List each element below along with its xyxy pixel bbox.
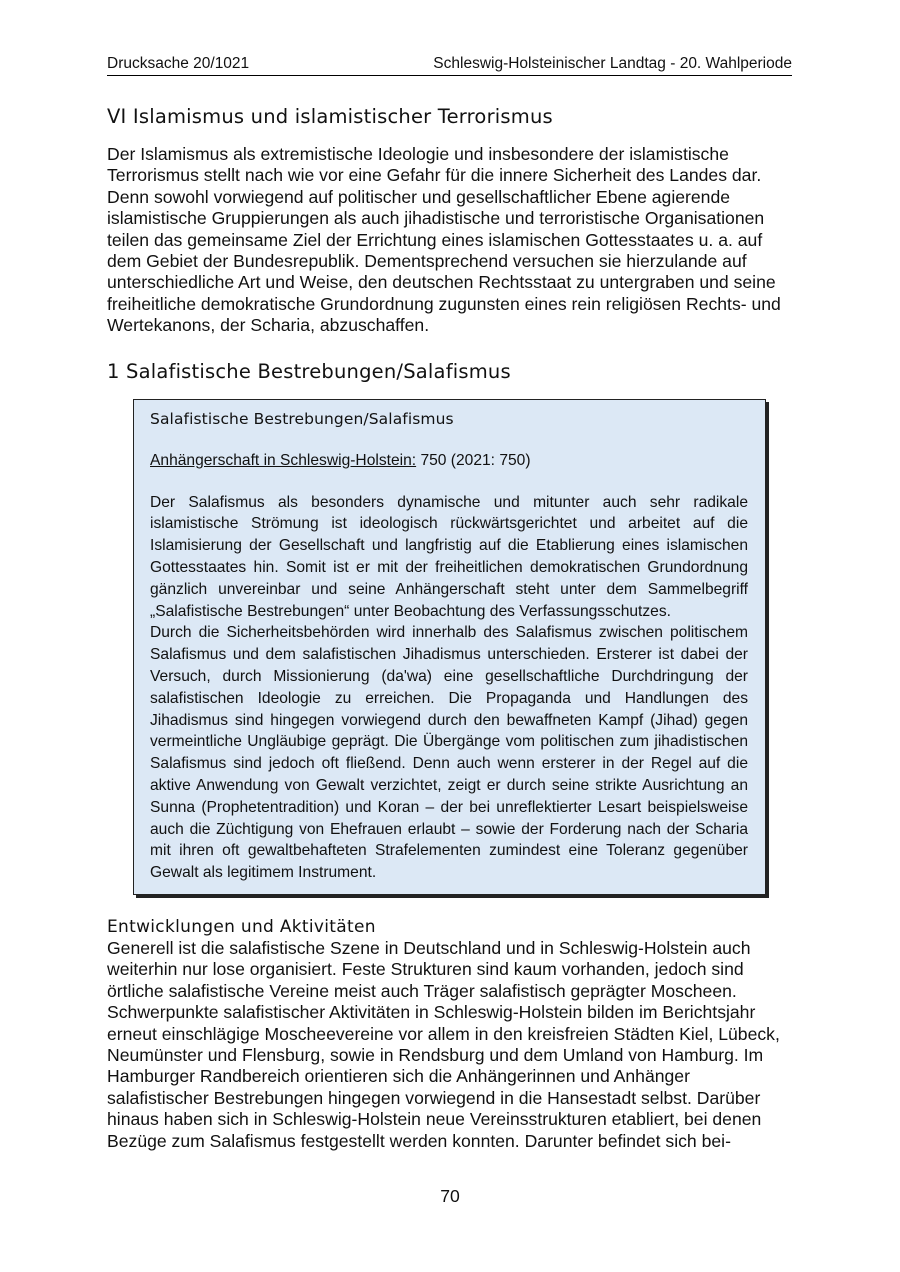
parliament-name: Schleswig-Holsteinischer Landtag - 20. Wahlperiode xyxy=(433,55,792,72)
running-header xyxy=(107,54,792,76)
intro-paragraph: Der Islamismus als extremistische Ideologie und insbesondere der islamistische Terrorismus stellt nach wie vor eine Gefahr für die innere Sicherheit des Landes dar. Denn sowohl vorwiegend auf politischer und gesellschaftlicher Ebene agierende islamistische Gruppierungen als auch jihadistische und terroristische Organisationen teilen das gemeinsame Ziel der Errichtung eines islamischen Gottesstaates u. a. auf dem Gebiet der Bundesrepublik. Dementsprechend versuchen sie hierzulande auf unterschiedliche Art und Weise, den deutschen Rechtsstaat zu untergraben und seine freiheitliche demokratische Grundordnung zugunsten eines rein religiösen Rechts- und Wertekanons, der Scharia, abzuschaffen. xyxy=(107,144,781,336)
subsection-title: Entwicklungen und Aktivitäten xyxy=(107,917,376,937)
info-box-title: Salafistische Bestrebungen/Salafismus xyxy=(150,409,454,428)
chapter-title: VI Islamismus und islamistischer Terrorismus xyxy=(107,105,553,128)
info-box xyxy=(133,399,766,895)
info-box-paragraph-1: Der Salafismus als besonders dynamische und mitunter auch sehr radikale islamistische Strömung ist ideologisch rückwärtsgerichtet und arbeitet auf die Islamisierung der Gesellschaft und langfristig auf die Etablierung eines islamischen Gottesstaates hin. Somit ist er mit der freiheitlichen demokratischen Grundordnung gänzlich unvereinbar und seine Anhängerschaft steht unter dem Sammelbegriff „Salafistische Bestrebungen“ unter Beobachtung des Verfassungsschutzes. xyxy=(150,493,748,620)
document-number: Drucksache 20/1021 xyxy=(107,55,250,72)
subsection-paragraph: Generell ist die salafistische Szene in Deutschland und in Schleswig-Holstein auch weiterhin nur lose organisiert. Feste Strukturen sind kaum vorhanden, jedoch sind örtliche salafistische Vereine meist auch Träger salafistisch geprägter Moscheen. Schwerpunkte salafistischer Aktivitäten in Schleswig-Holstein bilden im Berichtsjahr erneut einschlägige Moscheevereine vor allem in den kreisfreien Städten Kiel, Lübeck, Neumünster und Flensburg, sowie in Rendsburg und dem Umland von Hamburg. Im Hamburger Randbereich orientieren sich die Anhängerinnen und Anhänger salafistischer Bestrebungen hingegen vorwiegend in die Hansestadt selbst. Darüber hinaus haben sich in Schleswig-Holstein neue Vereinsstrukturen etabliert, bei denen Bezüge zum Salafismus festgestellt werden konnten. Darunter befindet sich bei- xyxy=(107,938,780,1151)
supporters-label: Anhängerschaft in Schleswig-Holstein: xyxy=(150,451,417,469)
document-page xyxy=(107,54,792,1152)
supporters-count xyxy=(150,450,748,472)
section-title: 1 Salafistische Bestrebungen/Salafismus xyxy=(107,359,511,383)
info-box-paragraph-2: Durch die Sicherheitsbehörden wird innerhalb des Salafismus zwischen politischem Salafismus und dem salafistischen Jihadismus unterschieden. Ersterer ist dabei der Versuch, durch Missionierung (da'wa) eine gesellschaftliche Durchdringung der salafistischen Ideologie zu erreichen. Die Propaganda und Handlungen des Jihadismus sind hingegen vorwiegend durch den bewaffneten Kampf (Jihad) gegen vermeintliche Ungläubige geprägt. Die Übergänge vom politischen zum jihadistischen Salafismus sind jedoch oft fließend. Denn auch wenn ersterer in der Regel auf die aktive Anwendung von Gewalt verzichtet, zeigt er durch seine strikte Ausrichtung an Sunna (Prophetentradition) und Koran – der bei unreflektierter Lesart beispielsweise auch die Züchtigung von Ehefrauen erlaubt – sowie der Forderung nach der Scharia mit ihren oft gewaltbehafteten Strafelementen zumindest eine Toleranz gegenüber Gewalt als legitimem Instrument. xyxy=(150,624,748,882)
supporters-value: 750 (2021: 750) xyxy=(416,451,531,469)
page-number: 70 xyxy=(440,1186,460,1206)
